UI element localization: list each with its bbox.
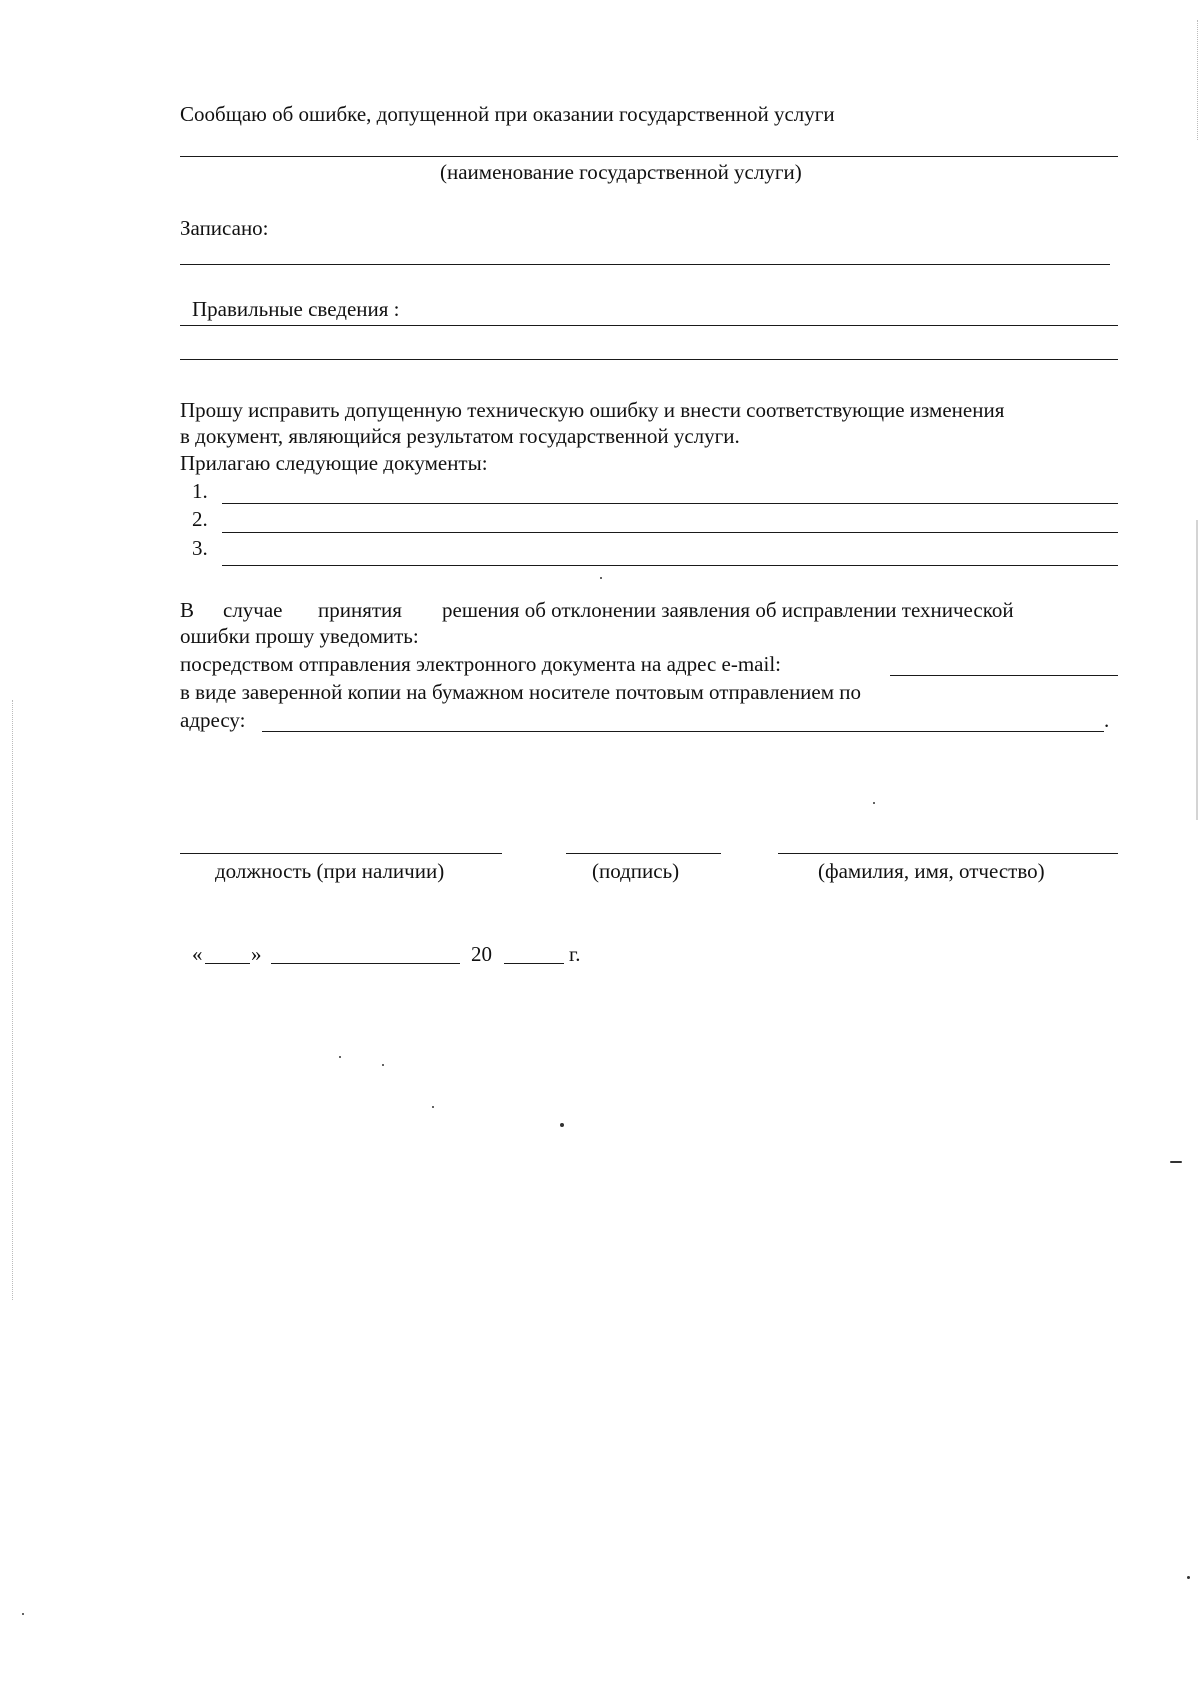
- reject-word-2: случае: [223, 598, 283, 622]
- day-field[interactable]: [205, 963, 250, 964]
- recorded-field[interactable]: [180, 264, 1110, 265]
- scan-speck: [382, 1064, 384, 1066]
- address-label: адресу:: [180, 708, 246, 732]
- year-suffix: г.: [569, 942, 581, 966]
- year-field[interactable]: [504, 963, 564, 964]
- correct-info-field-1[interactable]: [180, 325, 1118, 326]
- signature-caption: (подпись): [592, 859, 680, 883]
- attachment-number-1: 1.: [192, 479, 208, 503]
- position-field[interactable]: [180, 853, 502, 854]
- paper-copy-text: в виде заверенной копии на бумажном носителе почтовым отправлением по: [180, 680, 862, 704]
- attachments-label: Прилагаю следующие документы:: [180, 451, 488, 475]
- reject-word-1: В: [180, 598, 195, 622]
- scan-speck: [339, 1056, 341, 1058]
- correct-info-label: Правильные сведения :: [192, 297, 400, 321]
- email-label: посредством отправления электронного документа на адрес e-mail:: [180, 652, 781, 676]
- full-name-field[interactable]: [778, 853, 1118, 854]
- service-name-field[interactable]: [180, 156, 1118, 157]
- scan-speck: [432, 1106, 434, 1108]
- attachment-field-2[interactable]: [222, 532, 1118, 533]
- service-name-caption: (наименование государственной услуги): [440, 160, 802, 184]
- attachment-number-2: 2.: [192, 507, 208, 531]
- address-end-period: .: [1104, 708, 1110, 732]
- intro-text: Сообщаю об ошибке, допущенной при оказании государственной услуги: [180, 102, 835, 126]
- reject-word-3: принятия: [318, 598, 402, 622]
- date-close-quote: »: [251, 942, 262, 966]
- date-open-quote: «: [192, 942, 203, 966]
- scan-speck: [1170, 1161, 1182, 1163]
- scan-edge-left: [12, 700, 13, 1300]
- request-text-line-2: в документ, являющийся результатом государственной услуги.: [180, 424, 740, 448]
- scan-speck: [1187, 1576, 1190, 1579]
- recorded-label: Записано:: [180, 216, 269, 240]
- scan-speck: [560, 1123, 564, 1127]
- scan-speck: [873, 802, 875, 804]
- email-field[interactable]: [890, 675, 1118, 676]
- year-century: 20: [471, 942, 492, 966]
- position-caption: должность (при наличии): [215, 859, 445, 883]
- correct-info-field-2[interactable]: [180, 359, 1118, 360]
- reject-text-line-2: ошибки прошу уведомить:: [180, 624, 419, 648]
- request-text-line-1: Прошу исправить допущенную техническую ошибку и внести соответствующие изменения: [180, 398, 1005, 422]
- month-field[interactable]: [271, 963, 460, 964]
- attachment-field-3[interactable]: [222, 565, 1118, 566]
- reject-text-rest: решения об отклонении заявления об исправлении технической: [442, 598, 1014, 622]
- scan-edge-right-top: [1197, 20, 1198, 140]
- scan-edge-right: [1196, 520, 1198, 820]
- scan-speck: [22, 1613, 24, 1615]
- address-field[interactable]: [262, 731, 1104, 732]
- full-name-caption: (фамилия, имя, отчество): [818, 859, 1045, 883]
- attachment-number-3: 3.: [192, 536, 208, 560]
- signature-field[interactable]: [566, 853, 721, 854]
- attachment-field-1[interactable]: [222, 503, 1118, 504]
- scan-speck: [600, 577, 602, 579]
